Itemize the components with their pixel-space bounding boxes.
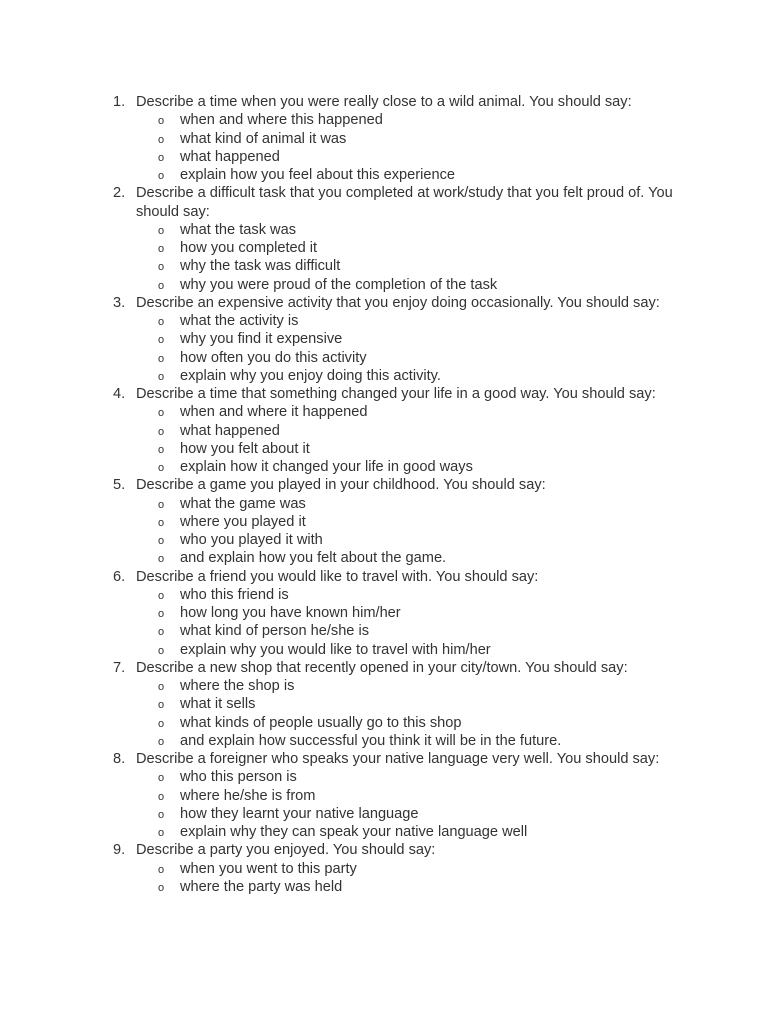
question-item: [0, 750, 681, 841]
question-points: [136, 111, 681, 184]
list-item: [136, 367, 681, 385]
bullet-icon: o: [158, 790, 165, 803]
list-item: [136, 714, 681, 732]
list-item: [136, 622, 681, 640]
list-item: [136, 330, 681, 348]
point-text: what the activity is: [180, 313, 299, 329]
bullet-icon: o: [158, 151, 165, 164]
list-item: [136, 239, 681, 257]
question-number: 1.: [113, 94, 126, 110]
point-text: what it sells: [180, 696, 256, 713]
question-number: 4.: [113, 386, 126, 402]
point-text: when and where this happened: [180, 112, 383, 129]
question-title: Describe a difficult task that you completed at work/study that you felt proud of. You should say:: [136, 185, 673, 220]
list-item: [136, 513, 681, 531]
question-points: [136, 860, 681, 897]
point-text: why the task was difficult: [180, 258, 341, 275]
list-item: [136, 787, 681, 805]
list-item: [136, 677, 681, 695]
list-item: [136, 148, 681, 166]
list-item: [136, 641, 681, 659]
point-text: explain why they can speak your native language well: [180, 824, 528, 840]
question-title: Describe a new shop that recently opened in your city/town. You should say:: [136, 659, 628, 676]
list-item: [136, 732, 681, 750]
question-points: [136, 495, 681, 568]
point-text: who you played it with: [180, 532, 323, 548]
bullet-icon: o: [158, 881, 165, 894]
question-title: Describe a foreigner who speaks your native language very well. You should say:: [136, 751, 660, 767]
question-item: [0, 568, 681, 659]
point-text: why you find it expensive: [180, 331, 343, 348]
bullet-icon: o: [158, 334, 165, 347]
list-item: [136, 823, 681, 841]
point-text: what the task was: [180, 221, 296, 238]
question-item: [0, 659, 681, 750]
question-points: [136, 768, 681, 841]
question-title: Describe a party you enjoyed. You should say:: [136, 842, 436, 859]
question-title: Describe a time when you were really close to a wild animal. You should say:: [136, 94, 632, 110]
bullet-icon: o: [158, 243, 165, 255]
bullet-icon: o: [158, 516, 165, 529]
question-number: 3.: [113, 294, 126, 311]
list-item: [136, 458, 681, 476]
list-item: [136, 531, 681, 549]
question-points: [136, 403, 681, 476]
point-text: when you went to this party: [180, 860, 357, 877]
list-item: [136, 111, 681, 129]
question-points: [136, 221, 681, 294]
bullet-icon: o: [158, 261, 165, 274]
list-item: [136, 878, 681, 896]
point-text: how long you have known him/her: [180, 605, 401, 621]
point-text: why you were proud of the completion of the task: [180, 276, 498, 293]
point-text: who this friend is: [180, 586, 289, 603]
question-title: Describe a friend you would like to travel with. You should say:: [136, 568, 539, 585]
point-text: what happened: [180, 422, 280, 439]
question-title: Describe an expensive activity that you enjoy doing occasionally. You should say:: [136, 294, 660, 311]
list-item: [136, 805, 681, 823]
list-item: [136, 257, 681, 275]
list-item: [136, 130, 681, 148]
point-text: who this person is: [180, 769, 297, 786]
point-text: how often you do this activity: [180, 349, 367, 366]
bullet-icon: o: [158, 863, 165, 876]
bullet-icon: o: [158, 808, 165, 821]
list-item: [136, 221, 681, 239]
bullet-icon: o: [158, 535, 165, 547]
bullet-icon: o: [158, 681, 165, 693]
question-item: [0, 294, 681, 385]
point-text: and explain how you felt about the game.: [180, 550, 447, 567]
bullet-icon: o: [158, 425, 165, 438]
point-text: where you played it: [180, 513, 306, 530]
list-item: [136, 695, 681, 713]
point-text: explain how it changed your life in good ways: [180, 459, 473, 475]
list-item: [136, 349, 681, 367]
list-item: [136, 440, 681, 458]
question-number: 9.: [113, 842, 126, 859]
question-item: [0, 385, 681, 476]
list-item: [136, 768, 681, 786]
point-text: what happened: [180, 148, 280, 165]
bullet-icon: o: [158, 370, 165, 383]
point-text: explain why you enjoy doing this activity.: [180, 367, 441, 384]
question-item: [0, 841, 681, 896]
question-item: [0, 184, 681, 294]
point-text: where the party was held: [180, 878, 343, 895]
point-text: what kind of animal it was: [180, 130, 347, 147]
point-text: where the shop is: [180, 678, 295, 694]
bullet-icon: o: [158, 735, 165, 748]
bullet-icon: o: [158, 462, 165, 474]
point-text: where he/she is from: [180, 787, 316, 804]
point-text: when and where it happened: [180, 404, 368, 421]
bullet-icon: o: [158, 352, 165, 365]
bullet-icon: o: [158, 115, 165, 128]
point-text: what kinds of people usually go to this shop: [180, 714, 462, 731]
bullet-icon: o: [158, 224, 165, 237]
list-item: [136, 549, 681, 567]
bullet-icon: o: [158, 589, 165, 602]
bullet-icon: o: [158, 827, 165, 839]
list-item: [136, 276, 681, 294]
question-points: [136, 312, 681, 385]
bullet-icon: o: [158, 316, 165, 328]
list-item: [136, 604, 681, 622]
list-item: [136, 495, 681, 513]
point-text: how you felt about it: [180, 440, 310, 457]
question-list: [0, 93, 768, 896]
question-number: 6.: [113, 568, 126, 585]
bullet-icon: o: [158, 133, 165, 146]
question-title: Describe a game you played in your childhood. You should say:: [136, 477, 546, 494]
list-item: [136, 586, 681, 604]
bullet-icon: o: [158, 699, 165, 712]
question-number: 8.: [113, 751, 126, 767]
bullet-icon: o: [158, 608, 165, 620]
point-text: how you completed it: [180, 240, 318, 256]
point-text: how they learnt your native language: [180, 805, 419, 822]
bullet-icon: o: [158, 772, 165, 785]
bullet-icon: o: [158, 717, 165, 730]
bullet-icon: o: [158, 407, 165, 420]
question-points: [136, 677, 681, 750]
point-text: explain how you feel about this experience: [180, 167, 456, 183]
point-text: what kind of person he/she is: [180, 623, 370, 640]
bullet-icon: o: [158, 498, 165, 511]
point-text: explain why you would like to travel with him/her: [180, 641, 491, 658]
list-item: [136, 403, 681, 421]
bullet-icon: o: [158, 626, 165, 639]
list-item: [136, 422, 681, 440]
bullet-icon: o: [158, 170, 165, 182]
list-item: [136, 312, 681, 330]
point-text: what the game was: [180, 495, 306, 512]
question-number: 5.: [113, 477, 126, 494]
question-number: 2.: [113, 185, 126, 202]
question-points: [136, 586, 681, 659]
question-title: Describe a time that something changed your life in a good way. You should say:: [136, 386, 656, 402]
bullet-icon: o: [158, 644, 165, 657]
question-item: [0, 93, 681, 184]
bullet-icon: o: [158, 553, 165, 566]
point-text: and explain how successful you think it will be in the future.: [180, 732, 562, 749]
list-item: [136, 860, 681, 878]
question-number: 7.: [113, 659, 126, 676]
question-item: [0, 476, 681, 567]
bullet-icon: o: [158, 443, 165, 456]
list-item: [136, 166, 681, 184]
bullet-icon: o: [158, 279, 165, 292]
